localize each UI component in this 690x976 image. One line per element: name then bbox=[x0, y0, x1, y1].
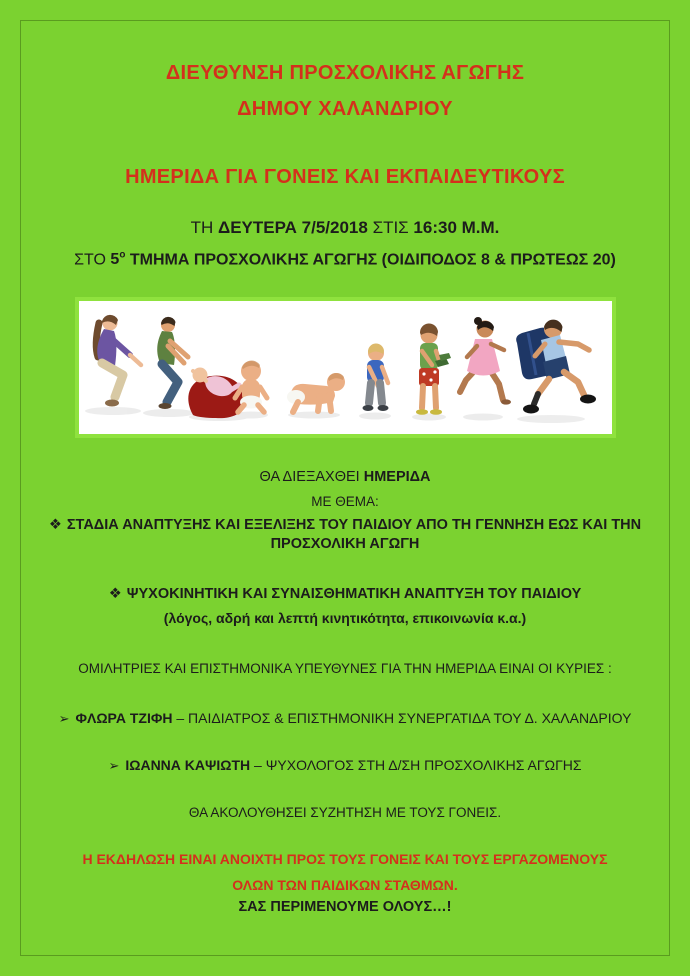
venue-prefix: ΣΤΟ bbox=[74, 251, 111, 269]
venue-number: $5^o$ bbox=[110, 250, 126, 269]
speaker-1-separator: – bbox=[172, 710, 189, 726]
topic-2-text: ΨΥΧΟΚΙΝΗΤΙΚΗ ΚΑΙ ΣΥΝΑΙΣΘΗΜΑΤΙΚΗ ΑΝΑΠΤΥΞΗ ΤΟΥ ΠΑΙΔΙΟΥ bbox=[126, 586, 582, 602]
closing-line: ΣΑΣ ΠΕΡΙΜΕΝΟΥΜΕ ΟΛΟΥΣ…! bbox=[238, 899, 452, 915]
figure-father bbox=[157, 317, 188, 409]
theme-label: ΜΕ ΘΕΜΑ: bbox=[311, 494, 379, 509]
figure-mother bbox=[96, 315, 141, 407]
diamond-bullet-icon: ❖ bbox=[108, 586, 122, 602]
figure-running-girl bbox=[460, 317, 511, 405]
speaker-1-name: ΦΛΩΡΑ ΤΖΙΦΗ bbox=[75, 710, 173, 726]
date-prefix: ΤΗ bbox=[190, 218, 218, 237]
org-name-line1: ΔΙΕΥΘΥΝΣΗ ΠΡΟΣΧΟΛΙΚΗΣ ΑΓΩΓΗΣ bbox=[165, 62, 525, 84]
speaker-1 bbox=[34, 710, 656, 727]
speaker-2-role: ΨΥΧΟΛΟΓΟΣ ΣΤΗ Δ/ΣΗ ΠΡΟΣΧΟΛΙΚΗΣ ΑΓΩΓΗΣ bbox=[265, 757, 582, 773]
figure-crawling-baby bbox=[287, 373, 345, 412]
event-venue bbox=[34, 250, 656, 270]
event-title: ΗΜΕΡΙΔΑ ΓΙΑ ΓΟΝΕΙΣ ΚΑΙ ΕΚΠΑΙΔΕΥΤΙΚΟΥΣ bbox=[125, 166, 565, 188]
time-prefix: ΣΤΙΣ bbox=[367, 218, 414, 237]
event-datetime bbox=[34, 218, 656, 238]
org-name-line2: ΔΗΜΟΥ ΧΑΛΑΝΔΡΙΟΥ bbox=[237, 98, 453, 120]
speaker-1-role: ΠΑΙΔΙΑΤΡΟΣ & ΕΠΙΣΤΗΜΟΝΙΚΗ ΣΥΝΕΡΓΑΤΙΔΑ ΤΟΥ Δ. ΧΑΛΑΝΔΡΙΟΥ bbox=[188, 710, 632, 726]
open-invitation-line1: Η ΕΚΔΗΛΩΣΗ ΕΙΝΑΙ ΑΝΟΙΧΤΗ ΠΡΟΣ ΤΟΥΣ ΓΟΝΕΙΣ ΚΑΙ ΤΟΥΣ ΕΡΓΑΖΟΜΕΝΟΥΣ bbox=[82, 851, 608, 867]
speaker-2 bbox=[34, 757, 656, 774]
topic-2-note: (λόγος, αδρή και λεπτή κινητικότητα, επικοινωνία κ.α.) bbox=[163, 610, 527, 626]
venue-rest: ΤΜΗΜΑ ΠΡΟΣΧΟΛΙΚΗΣ ΑΓΩΓΗΣ (ΟΙΔΙΠΟΔΟΣ 8 & ΠΡΩΤΕΩΣ 20) bbox=[125, 251, 616, 269]
children-development-illustration bbox=[79, 301, 612, 434]
date-value: ΔΕΥΤΕΡΑ 7/5/2018 bbox=[217, 218, 368, 237]
figure-toddler-standing bbox=[363, 343, 389, 411]
announce-keyword: ΗΜΕΡΙΔΑ bbox=[363, 469, 431, 485]
children-photo-strip bbox=[75, 297, 616, 438]
topic-2 bbox=[34, 585, 656, 604]
venue-ordinal: ο bbox=[119, 250, 126, 261]
open-invitation-line2: ΟΛΩΝ ΤΩΝ ΠΑΙΔΙΚΩΝ ΣΤΑΘΜΩΝ. bbox=[232, 877, 458, 893]
diamond-bullet-icon: ❖ bbox=[48, 517, 62, 533]
speakers-intro: ΟΜΙΛΗΤΡΙΕΣ ΚΑΙ ΕΠΙΣΤΗΜΟΝΙΚΑ ΥΠΕΥΘΥΝΕΣ ΓΙΑ ΤΗΝ ΗΜΕΡΙΔΑ ΕΙΝΑΙ ΟΙ ΚΥΡΙΕΣ : bbox=[78, 661, 612, 676]
time-value: 16:30 Μ.Μ. bbox=[413, 218, 500, 237]
figure-leaping-schoolboy bbox=[516, 320, 596, 414]
figure-shadows bbox=[85, 407, 585, 423]
announcement-line bbox=[34, 469, 656, 486]
discussion-note: ΘΑ ΑΚΟΛΟΥΘΗΣΕΙ ΣΥΖΗΤΗΣΗ ΜΕ ΤΟΥΣ ΓΟΝΕΙΣ. bbox=[188, 805, 502, 820]
topic-1-line2: ΠΡΟΣΧΟΛΙΚΗ ΑΓΩΓΗ bbox=[270, 536, 420, 552]
topic-1-line1: ❖ ΣΤΑΔΙΑ ΑΝΑΠΤΥΞΗΣ ΚΑΙ ΕΞΕΛΙΞΗΣ ΤΟΥ ΠΑΙΔΙΟΥ ΑΠΟ ΤΗ ΓΕΝΝΗΣΗ ΕΩΣ ΚΑΙ ΤΗΝ bbox=[48, 517, 642, 533]
arrow-bullet-icon: ➢ bbox=[58, 711, 70, 726]
figure-toddler-holding-shoes bbox=[416, 323, 451, 414]
speaker-2-name: ΙΩΑΝΝΑ ΚΑΨΙΩΤΗ bbox=[125, 757, 251, 773]
arrow-bullet-icon: ➢ bbox=[108, 758, 120, 773]
announce-prefix: ΘΑ ΔΙΕΞΑΧΘΕΙ bbox=[259, 469, 364, 485]
speaker-2-separator: – bbox=[250, 757, 266, 773]
topic-1 bbox=[34, 516, 656, 554]
